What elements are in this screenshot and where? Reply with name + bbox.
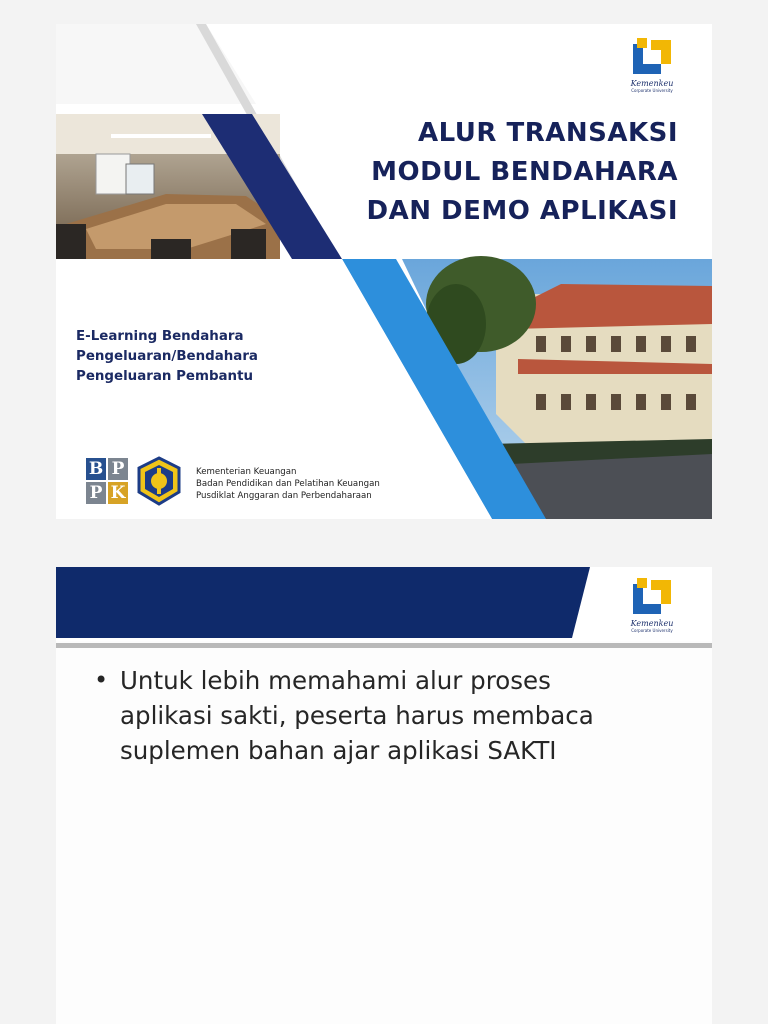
kemenkeu-logo-icon (629, 36, 675, 78)
header-band-graphic (56, 567, 712, 651)
bullet-line: Untuk lebih memahami alur proses (120, 666, 551, 695)
bullet-list (86, 663, 686, 768)
bullet-item (86, 663, 686, 768)
navy-header-band (56, 567, 590, 638)
logo-subtitle: Corporate University (631, 628, 673, 633)
header-divider (56, 643, 712, 648)
logo-wordmark: Kemenkeu (630, 79, 674, 88)
bppk-letter: P (86, 482, 106, 504)
logo-subtitle: Corporate University (631, 88, 673, 93)
slide-background-graphic (56, 24, 712, 519)
kemenkeu-logo (622, 36, 682, 93)
logo-wordmark: Kemenkeu (630, 619, 674, 628)
bullet-line: aplikasi sakti, peserta harus membaca (120, 701, 594, 730)
course-subtitle (76, 327, 366, 387)
org-line: Pusdiklat Anggaran dan Perbendaharaan (196, 491, 372, 501)
bppk-logo (86, 458, 128, 504)
bullet-dot-icon: • (94, 666, 109, 694)
subtitle-line: Pengeluaran/Bendahara (76, 349, 258, 364)
title-line-3: DAN DEMO APLIKASI (366, 196, 678, 226)
subtitle-line: E-Learning Bendahara (76, 329, 244, 344)
title-slide (56, 24, 712, 519)
bppk-letter: P (108, 458, 128, 480)
kemenkeu-logo-icon (629, 576, 675, 618)
organization-text (196, 466, 380, 502)
bppk-letter: K (108, 482, 128, 504)
bppk-letter: B (86, 458, 106, 480)
title-line-1: ALUR TRANSAKSI (418, 118, 678, 148)
org-line: Badan Pendidikan dan Pelatihan Keuangan (196, 479, 380, 489)
org-line: Kementerian Keuangan (196, 467, 297, 477)
title-line-2: MODUL BENDAHARA (371, 157, 678, 187)
content-slide (56, 567, 712, 1024)
bullet-line: suplemen bahan ajar aplikasi SAKTI (120, 736, 557, 765)
subtitle-line: Pengeluaran Pembantu (76, 369, 254, 384)
kemenkeu-logo (622, 576, 682, 633)
ministry-emblem-icon (134, 456, 184, 506)
